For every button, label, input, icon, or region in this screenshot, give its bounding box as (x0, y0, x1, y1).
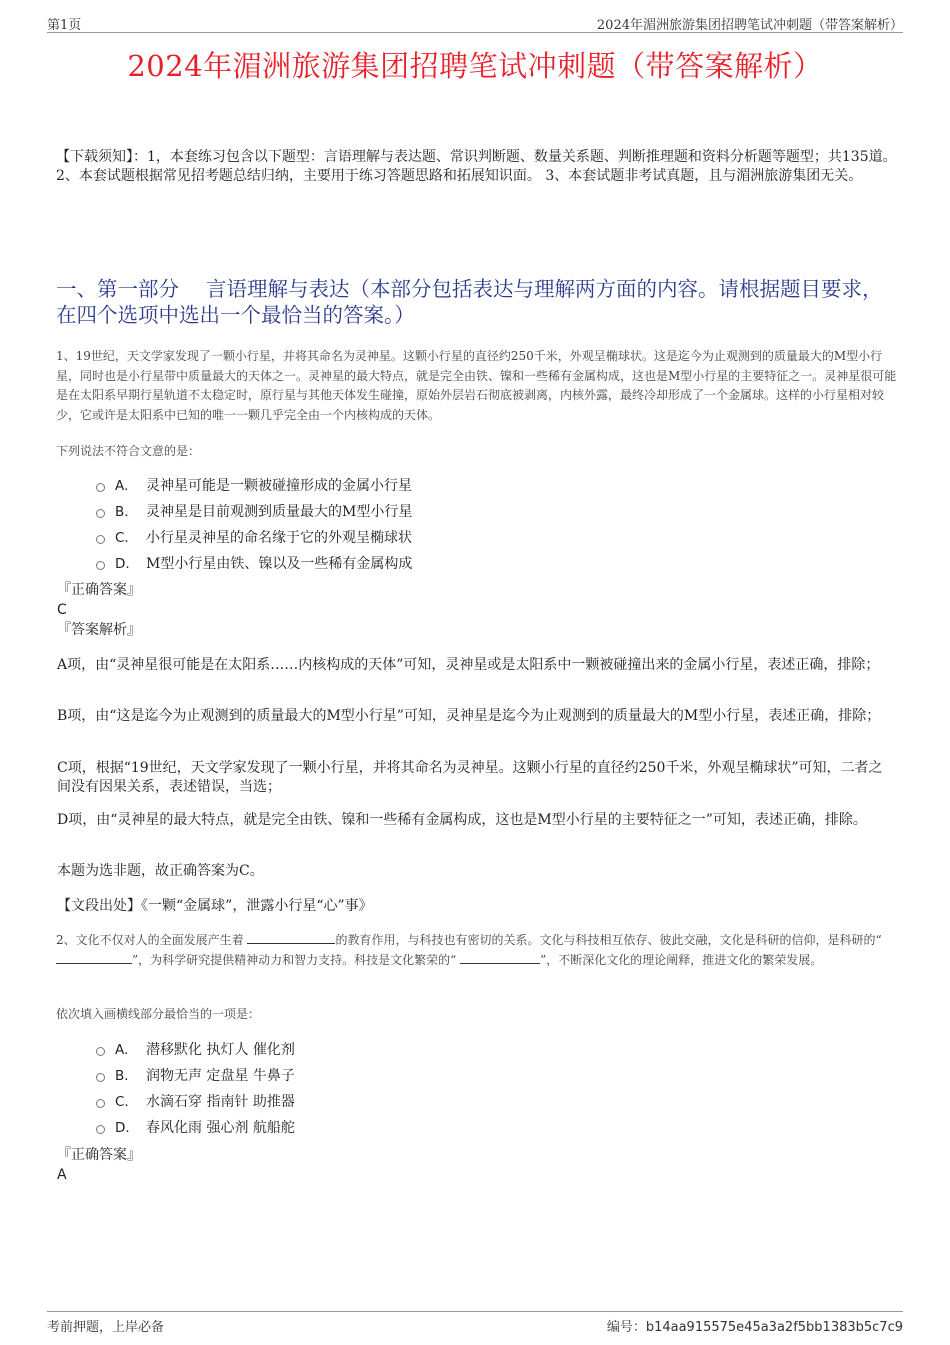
q2-question: 依次填入画横线部分最恰当的一项是： (56, 1007, 261, 1021)
blank-line[interactable] (247, 932, 335, 944)
radio-icon[interactable] (96, 1073, 105, 1082)
option-text: 润物无声 定盘星 牛鼻子 (146, 1068, 295, 1084)
answer-label: 『正确答案』 (57, 1147, 141, 1163)
q2-passage (56, 931, 902, 970)
radio-icon[interactable] (96, 535, 105, 544)
radio-icon[interactable] (96, 483, 105, 492)
option-text: 灵神星是目前观测到质量最大的M型小行星 (146, 504, 413, 520)
option-text: 春风化雨 强心剂 航船舵 (146, 1120, 295, 1136)
download-notice: 【下载须知】：1，本套练习包含以下题型：言语理解与表达题、常识判断题、数量关系题、判断推理题和资料分析题等题型；共135道。 2、本套试题根据常见招考题总结归纳，主要用于练习答题思路和拓展知识面。 3、本套试题非考试真题，且与湄洲旅游集团无关。 (56, 149, 897, 184)
blank-line[interactable] (460, 952, 540, 964)
q2-option-c[interactable] (96, 1089, 295, 1115)
option-text: 灵神星可能是一颗被碰撞形成的金属小行星 (146, 478, 412, 494)
option-key: C. (115, 530, 129, 546)
option-text: 小行星灵神星的命名缘于它的外观呈椭球状 (146, 530, 412, 546)
option-text: 水滴石穿 指南针 助推器 (146, 1094, 295, 1110)
option-key: A. (115, 1042, 129, 1058)
option-key: D. (115, 1120, 130, 1136)
option-text: 潜移默化 执灯人 催化剂 (146, 1042, 295, 1058)
q1-question: 下列说法不符合文意的是： (56, 444, 201, 458)
q2-option-a[interactable] (96, 1037, 295, 1063)
radio-icon[interactable] (96, 1125, 105, 1134)
q1-options (96, 473, 412, 577)
code-value: b14aa915575e45a3a2f5bb1383b5c7c9 (645, 1320, 903, 1335)
analysis-label: 『答案解析』 (57, 622, 141, 638)
q1-answer-block (57, 580, 141, 640)
option-text: M型小行星由铁、镍以及一些稀有金属构成 (146, 556, 413, 572)
q2-options (96, 1037, 295, 1141)
code-label: 编号： (606, 1320, 646, 1335)
q1-passage: 1、19世纪，天文学家发现了一颗小行星，并将其命名为灵神星。这颗小行星的直径约250千米，外观呈椭球状。这是迄今为止观测到的质量最大的M型小行星，同时也是小行星带中质量最大的天体之一。灵神星的最大特点，就是完全由铁、镍和一些稀有金属构成，这也是M型小行星的主要特征之一。灵神星很可能是在太阳系早期行星轨道不太稳定时，原行星与其他天体发生碰撞，原始外层岩石彻底被剥离，内核外露，最终冷却形成了一个金属球。这样的小行星相对较少，它或许是太阳系中已知的唯一一颗几乎完全由一个内核构成的天体。 (56, 349, 897, 422)
correct-answer: A (57, 1167, 67, 1183)
q2-option-b[interactable] (96, 1063, 295, 1089)
q1-analysis-a: A项，由“灵神星很可能是在太阳系……内核构成的天体”可知，灵神星或是太阳系中一颗被碰撞出来的金属小行星，表述正确，排除； (57, 657, 880, 673)
page-number-label: 第1页 (47, 18, 82, 33)
option-key: D. (115, 556, 130, 572)
footer-slogan: 考前押题，上岸必备 (47, 1320, 165, 1335)
q2-option-d[interactable] (96, 1115, 295, 1141)
option-key: A. (115, 478, 129, 494)
q1-conclusion: 本题为选非题，故正确答案为C。 (57, 863, 264, 879)
option-key: C. (115, 1094, 129, 1110)
q1-analysis-c: C项，根据“19世纪，天文学家发现了一颗小行星，并将其命名为灵神星。这颗小行星的直径约250千米，外观呈椭球状”可知，二者之间没有因果关系，表述错误，当选； (57, 760, 883, 795)
option-key: B. (115, 504, 129, 520)
passage-text: ”，不断深化文化的理论阐释，推进文化的繁荣发展。 (540, 952, 823, 967)
section-heading: 一、第一部分 言语理解与表达（本部分包括表达与理解两方面的内容。请根据题目要求，在四个选项中选出一个最恰当的答案。） (56, 277, 883, 327)
q1-option-d[interactable] (96, 551, 412, 577)
q1-option-a[interactable] (96, 473, 412, 499)
radio-icon[interactable] (96, 561, 105, 570)
answer-label: 『正确答案』 (57, 582, 141, 598)
option-key: B. (115, 1068, 129, 1084)
q1-option-c[interactable] (96, 525, 412, 551)
radio-icon[interactable] (96, 1047, 105, 1056)
q1-option-b[interactable] (96, 499, 412, 525)
document-title: 2024年湄洲旅游集团招聘笔试冲刺题（带答案解析） (127, 49, 823, 83)
correct-answer: C (57, 602, 67, 618)
q1-analysis-d: D项，由“灵神星的最大特点，就是完全由铁、镍和一些稀有金属构成，这也是M型小行星的主要特征之一”可知，表述正确，排除。 (57, 812, 867, 828)
page-footer (47, 1311, 903, 1333)
q1-source: 【文段出处】《一颗“金属球”，泄露小行星“心”事》 (57, 898, 373, 914)
page-header (47, 14, 903, 33)
passage-text: 的教育作用，与科技也有密切的关系。文化与科技相互依存、彼此交融，文化是科研的信仰，是科研的“ (335, 933, 882, 947)
q1-analysis-b: B项，由“这是迄今为止观测到的质量最大的M型小行星”可知，灵神星是迄今为止观测到的质量最大的M型小行星，表述正确，排除； (57, 708, 881, 724)
passage-text: 2、文化不仅对人的全面发展产生着 (56, 933, 248, 947)
radio-icon[interactable] (96, 1099, 105, 1108)
passage-text: ”，为科学研究提供精神动力和智力支持。科技是文化繁荣的“ (132, 952, 461, 967)
document-code (607, 1316, 903, 1335)
radio-icon[interactable] (96, 509, 105, 518)
q2-answer-block (57, 1145, 141, 1185)
header-doc-title: 2024年湄洲旅游集团招聘笔试冲刺题（带答案解析） (596, 18, 903, 33)
blank-line[interactable] (56, 952, 132, 964)
